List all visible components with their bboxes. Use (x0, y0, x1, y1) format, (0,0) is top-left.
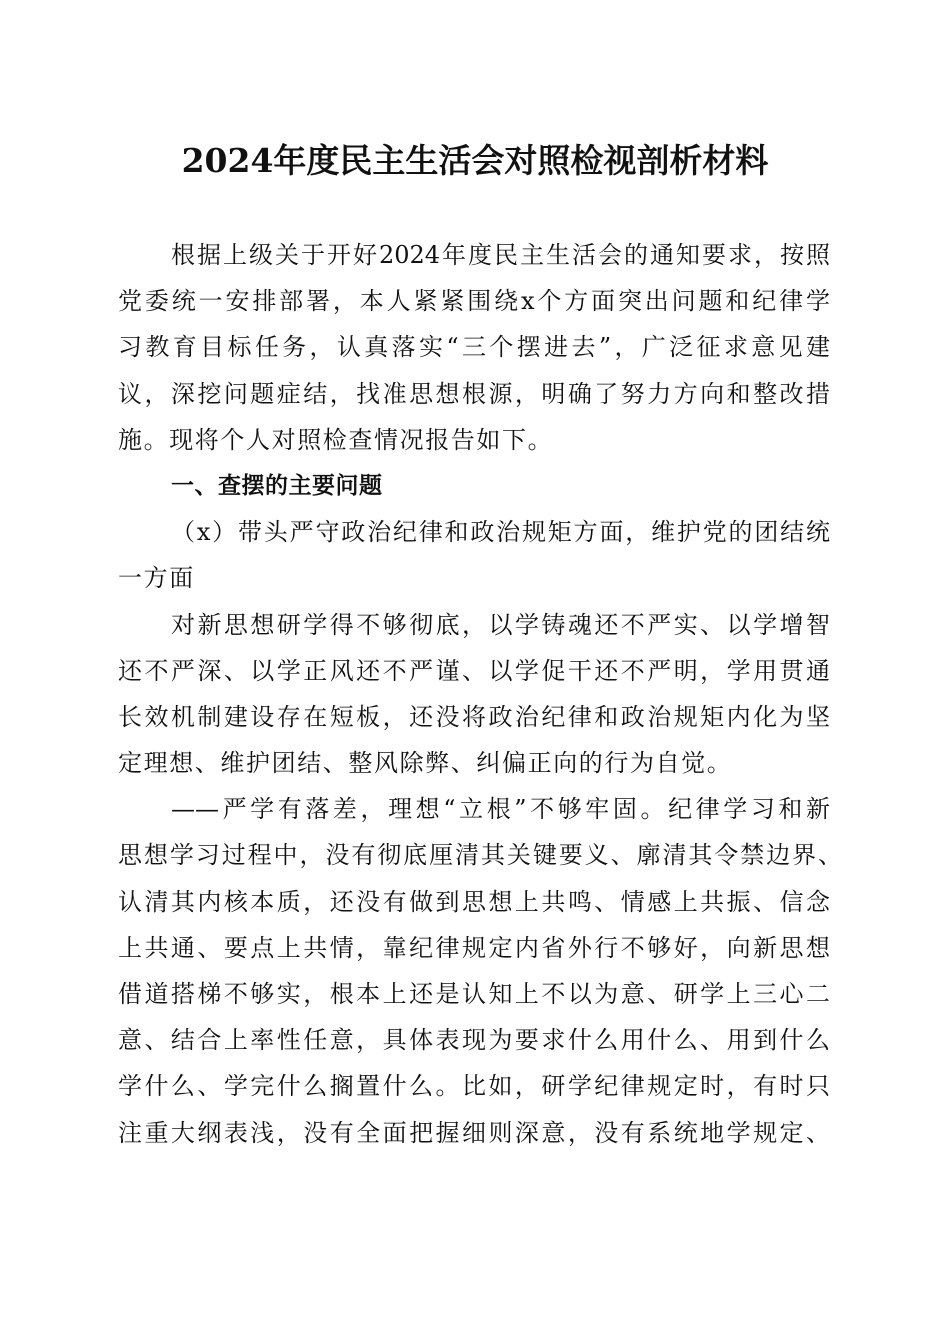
paragraph-line: 意、结合上率性任意，具体表现为要求什么用什么、用到什么 (118, 1026, 830, 1055)
paragraph-line: 定理想、维护团结、整风除弊、纠偏正向的行为自觉。 (118, 749, 733, 778)
document-body (118, 232, 842, 1156)
paragraph-line: 党委统一安排部署，本人紧紧围绕x个方面突出问题和纪律学 (118, 287, 830, 316)
paragraph-line: 习教育目标任务，认真落实“三个摆进去”，广泛征求意见建 (118, 333, 830, 362)
document-title: 2024年度民主生活会对照检视剖析材料 (181, 141, 769, 180)
paragraph-line: 认清其内核本质，还没有做到思想上共鸣、情感上共振、信念 (118, 887, 830, 916)
paragraph-line: 借道搭梯不够实，根本上还是认知上不以为意、研学上三心二 (118, 980, 830, 1008)
section-heading: 一、查摆的主要问题 (171, 472, 383, 499)
paragraph-line: ——严学有落差，理想“立根”不够牢固。纪律学习和新 (171, 795, 830, 824)
paragraph-line: 对新思想研学得不够彻底，以学铸魂还不严实、以学增智 (171, 610, 830, 639)
subsection-heading-line: （x）带头严守政治纪律和政治规矩方面，维护党的团结统 (171, 518, 830, 547)
paragraph-line: 思想学习过程中，没有彻底厘清其关键要义、廓清其令禁边界、 (118, 841, 842, 870)
paragraph-line: 施。现将个人对照检查情况报告如下。 (118, 425, 554, 454)
paragraph-line: 议，深挖问题症结，找准思想根源，明确了努力方向和整改措 (118, 379, 830, 408)
paragraph-line: 根据上级关于开好2024年度民主生活会的通知要求，按照 (171, 241, 830, 269)
paragraph-line: 注重大纲表浅，没有全面把握细则深意，没有系统地学规定、 (118, 1118, 830, 1147)
paragraph-line: 长效机制建设存在短板，还没将政治纪律和政治规矩内化为坚 (118, 702, 830, 731)
paragraph-line: 还不严深、以学正风还不严谨、以学促干还不严明，学用贯通 (118, 656, 830, 685)
paragraph-line: 上共通、要点上共情，靠纪律规定内省外行不够好，向新思想 (118, 933, 830, 962)
subsection-heading-line: 一方面 (118, 564, 195, 593)
paragraph-line: 学什么、学完什么搁置什么。比如，研学纪律规定时，有时只 (118, 1072, 830, 1101)
